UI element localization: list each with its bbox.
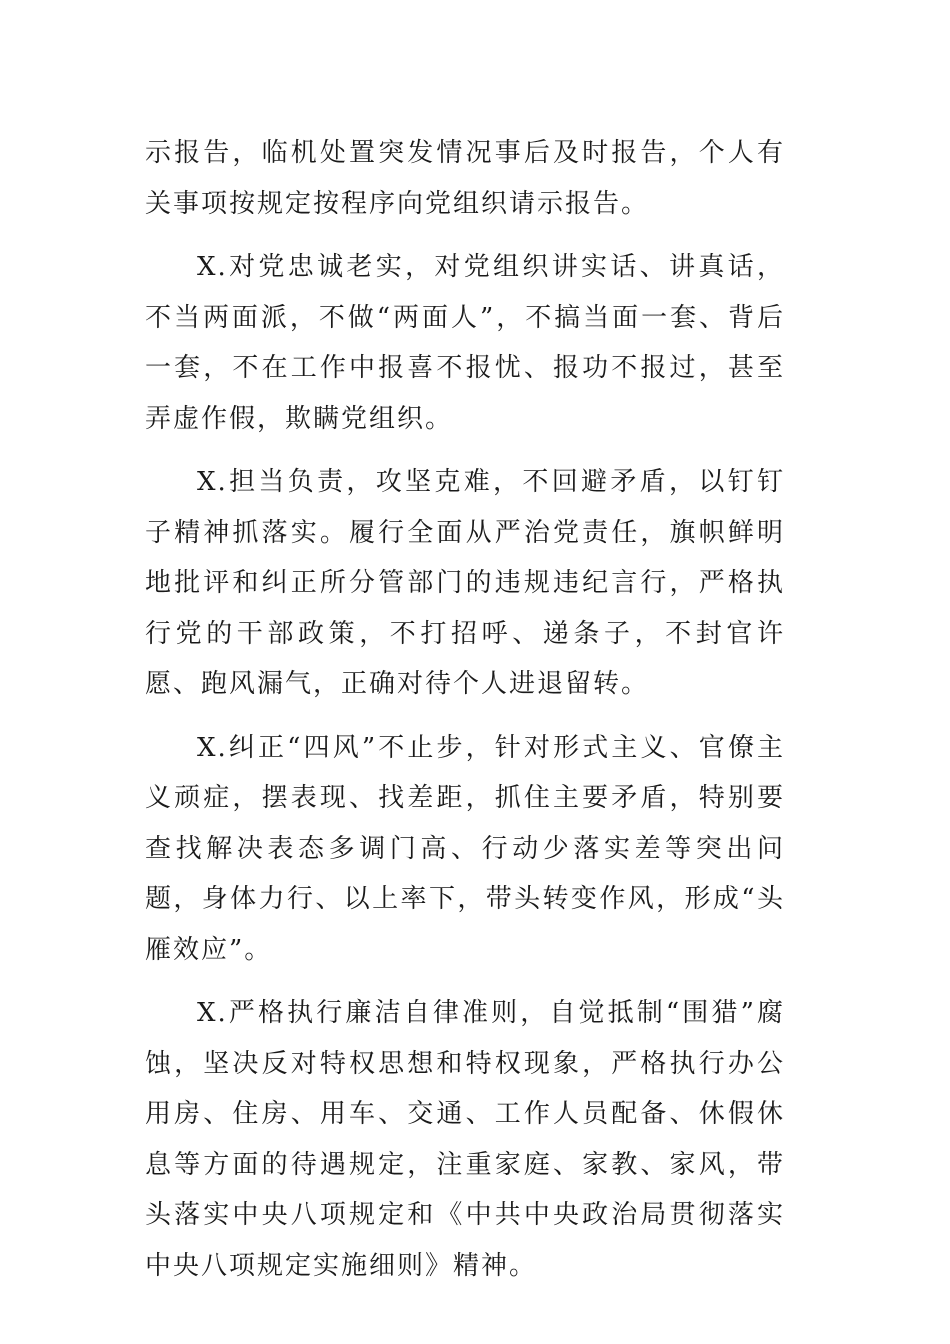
paragraph-responsibility: X.担当负责，攻坚克难，不回避矛盾，以钉钉子精神抓落实。履行全面从严治党责任，旗帜鲜明地批评和纠正所分管部门的违规违纪言行，严格执行党的干部政策，不打招呼、递条子，不封官许愿、跑风漏气，正确对待个人进退留转。 — [145, 467, 785, 699]
paragraph-integrity-rules: X.严格执行廉洁自律准则，自觉抵制“围猎”腐蚀，坚决反对特权思想和特权现象，严格执行办公用房、住房、用车、交通、工作人员配备、休假休息等方面的待遇规定，注重家庭、家教、家风，带头落实中央八项规定和《中共中央政治局贯彻落实中央八项规定实施细则》精神。 — [145, 998, 785, 1281]
document-body — [145, 128, 785, 1304]
paragraph-four-winds: X.纠正“四风”不止步，针对形式主义、官僚主义顽症，摆表现、找差距，抓住主要矛盾，特别要查找解决表态多调门高、行动少落实差等突出问题，身体力行、以上率下，带头转变作风，形成“头雁效应”。 — [145, 732, 785, 965]
paragraph-loyalty-honesty: X.对党忠诚老实，对党组织讲实话、讲真话，不当两面派，不做“两面人”，不搞当面一套、背后一套，不在工作中报喜不报忧、报功不报过，甚至弄虚作假，欺瞒党组织。 — [145, 252, 785, 434]
paragraph-continuation: 示报告，临机处置突发情况事后及时报告，个人有关事项按规定按程序向党组织请示报告。 — [145, 138, 785, 219]
